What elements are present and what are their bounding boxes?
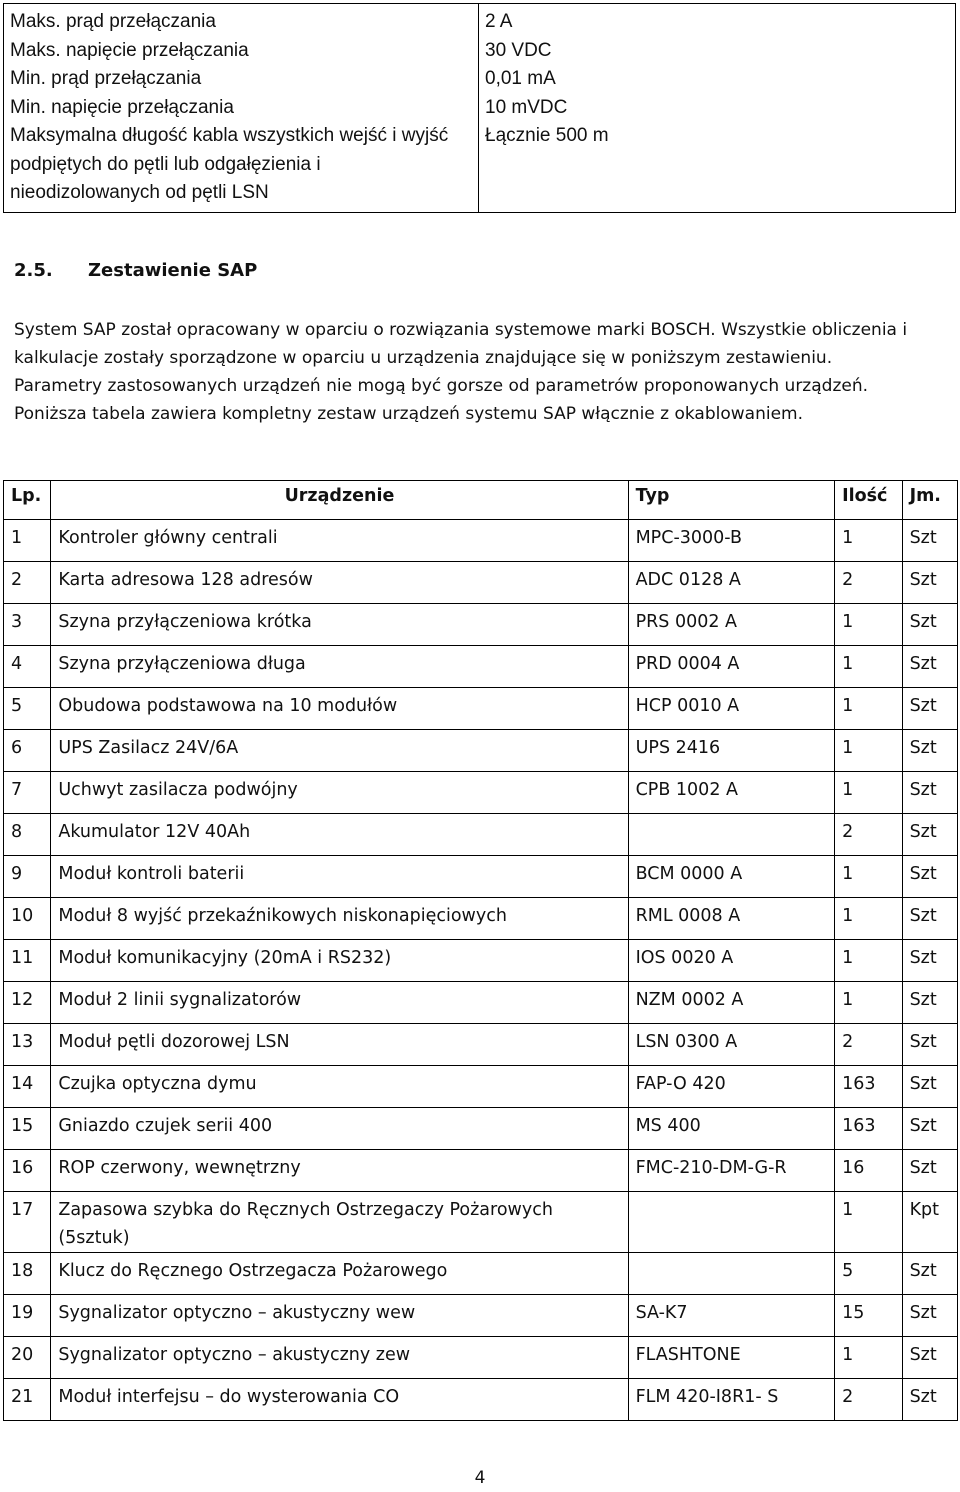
table-body	[4, 520, 958, 1421]
intro-paragraph: Poniższa tabela zawiera kompletny zestaw urządzeń systemu SAP włącznie z okablowaniem.	[14, 404, 804, 424]
table-row	[4, 646, 958, 688]
cell-lp: 13	[4, 1024, 51, 1066]
cell-lp: 2	[4, 562, 51, 604]
cell-unit: Szt	[902, 1337, 957, 1379]
cell-unit: Szt	[902, 1066, 957, 1108]
cell-unit: Szt	[902, 898, 957, 940]
table-row	[4, 730, 958, 772]
table-row	[4, 1253, 958, 1295]
spec-value: 30 VDC	[485, 39, 552, 61]
cell-lp: 16	[4, 1150, 51, 1192]
table-row	[4, 604, 958, 646]
cell-device: Obudowa podstawowa na 10 modułów	[51, 688, 628, 730]
cell-lp: 15	[4, 1108, 51, 1150]
cell-qty: 163	[835, 1108, 902, 1150]
cell-device: Szyna przyłączeniowa długa	[51, 646, 628, 688]
cell-type: MPC-3000-B	[628, 520, 835, 562]
cell-type: SA-K7	[628, 1295, 835, 1337]
cell-device: Sygnalizator optyczno – akustyczny zew	[51, 1337, 628, 1379]
cell-device: Karta adresowa 128 adresów	[51, 562, 628, 604]
spec-value: 0,01 mA	[485, 68, 556, 89]
spec-value: 2 A	[485, 11, 513, 32]
table-row	[4, 1295, 958, 1337]
spec-label: Maksymalna długość kabla wszystkich wejść i wyjść podpiętych do pętli lub odgałęzienia i nieodizolowanych od pętli LSN	[10, 125, 449, 203]
cell-qty: 2	[835, 814, 902, 856]
cell-device: Gniazdo czujek serii 400	[51, 1108, 628, 1150]
spec-label: Min. prąd przełączania	[10, 68, 202, 89]
cell-unit: Szt	[902, 1150, 957, 1192]
cell-unit: Szt	[902, 1253, 957, 1295]
table-row	[4, 1379, 958, 1421]
cell-qty: 163	[835, 1066, 902, 1108]
cell-type	[628, 1253, 835, 1295]
cell-type: CPB 1002 A	[628, 772, 835, 814]
cell-type	[628, 814, 835, 856]
cell-lp: 18	[4, 1253, 51, 1295]
cell-type: PRS 0002 A	[628, 604, 835, 646]
cell-lp: 6	[4, 730, 51, 772]
cell-device: Kontroler główny centrali	[51, 520, 628, 562]
cell-unit: Szt	[902, 688, 957, 730]
spec-label: Min. napięcie przełączania	[10, 96, 234, 118]
cell-type: LSN 0300 A	[628, 1024, 835, 1066]
cell-lp: 3	[4, 604, 51, 646]
cell-qty: 1	[835, 1337, 902, 1379]
spec-label: Maks. napięcie przełączania	[10, 39, 249, 61]
intro-paragraph: System SAP został opracowany w oparciu o rozwiązania systemowe marki BOSCH. Wszystkie obliczenia i kalkulacje zostały sporządzone w oparciu u urządzenia znajdujące się w poniższym zestawieniu. Parametry zastosowanych urządzeń nie mogą być gorsze od parametrów proponowanych urządzeń.	[14, 320, 908, 396]
spec-value: 10 mVDC	[485, 96, 568, 118]
cell-qty: 2	[835, 1024, 902, 1066]
cell-unit: Szt	[902, 814, 957, 856]
cell-type: PRD 0004 A	[628, 646, 835, 688]
table-row	[4, 688, 958, 730]
cell-qty: 1	[835, 730, 902, 772]
cell-qty: 2	[835, 562, 902, 604]
cell-qty: 1	[835, 688, 902, 730]
cell-unit: Szt	[902, 520, 957, 562]
cell-device: Moduł pętli dozorowej LSN	[51, 1024, 628, 1066]
cell-qty: 1	[835, 856, 902, 898]
cell-type: FLASHTONE	[628, 1337, 835, 1379]
header-qty: Ilość	[835, 481, 902, 520]
cell-qty: 1	[835, 520, 902, 562]
cell-unit: Szt	[902, 856, 957, 898]
section-title: Zestawienie SAP	[88, 260, 258, 281]
header-device: Urządzenie	[51, 481, 628, 520]
cell-device: Zapasowa szybka do Ręcznych Ostrzegaczy Pożarowych (5sztuk)	[51, 1192, 628, 1253]
table-row	[4, 856, 958, 898]
cell-lp: 12	[4, 982, 51, 1024]
cell-unit: Szt	[902, 1108, 957, 1150]
cell-lp: 19	[4, 1295, 51, 1337]
spec-row	[4, 4, 956, 213]
cell-unit: Szt	[902, 772, 957, 814]
section-intro	[14, 316, 914, 428]
cell-lp: 20	[4, 1337, 51, 1379]
spec-table	[3, 3, 956, 213]
spec-value: Łącznie 500 m	[485, 125, 609, 146]
cell-lp: 1	[4, 520, 51, 562]
cell-lp: 11	[4, 940, 51, 982]
cell-qty: 15	[835, 1295, 902, 1337]
cell-type: UPS 2416	[628, 730, 835, 772]
cell-qty: 1	[835, 940, 902, 982]
cell-lp: 4	[4, 646, 51, 688]
cell-qty: 1	[835, 982, 902, 1024]
cell-qty: 2	[835, 1379, 902, 1421]
cell-type: IOS 0020 A	[628, 940, 835, 982]
cell-lp: 14	[4, 1066, 51, 1108]
table-row	[4, 940, 958, 982]
cell-unit: Kpt	[902, 1192, 957, 1253]
cell-lp: 7	[4, 772, 51, 814]
cell-device: Moduł komunikacyjny (20mA i RS232)	[51, 940, 628, 982]
page-number: 4	[474, 1468, 486, 1488]
header-type: Typ	[628, 481, 835, 520]
cell-unit: Szt	[902, 1379, 957, 1421]
cell-device: Uchwyt zasilacza podwójny	[51, 772, 628, 814]
section-heading	[14, 260, 257, 281]
cell-unit: Szt	[902, 1024, 957, 1066]
cell-type: ADC 0128 A	[628, 562, 835, 604]
cell-lp: 5	[4, 688, 51, 730]
table-row	[4, 1108, 958, 1150]
cell-qty: 1	[835, 772, 902, 814]
cell-unit: Szt	[902, 646, 957, 688]
table-row	[4, 1337, 958, 1379]
header-lp: Lp.	[4, 481, 51, 520]
cell-qty: 1	[835, 604, 902, 646]
header-unit: Jm.	[902, 481, 957, 520]
cell-unit: Szt	[902, 982, 957, 1024]
cell-device: Klucz do Ręcznego Ostrzegacza Pożarowego	[51, 1253, 628, 1295]
cell-qty: 1	[835, 646, 902, 688]
table-row	[4, 1024, 958, 1066]
table-row	[4, 1192, 958, 1253]
table-row	[4, 982, 958, 1024]
table-row	[4, 898, 958, 940]
table-row	[4, 814, 958, 856]
cell-device: Czujka optyczna dymu	[51, 1066, 628, 1108]
cell-type: MS 400	[628, 1108, 835, 1150]
table-row	[4, 1150, 958, 1192]
equipment-table	[3, 480, 958, 1421]
cell-lp: 21	[4, 1379, 51, 1421]
cell-device: UPS Zasilacz 24V/6A	[51, 730, 628, 772]
cell-device: Akumulator 12V 40Ah	[51, 814, 628, 856]
cell-device: Moduł interfejsu – do wysterowania CO	[51, 1379, 628, 1421]
cell-qty: 1	[835, 898, 902, 940]
cell-device: Moduł 8 wyjść przekaźnikowych niskonapięciowych	[51, 898, 628, 940]
cell-lp: 9	[4, 856, 51, 898]
section-number: 2.5.	[14, 260, 53, 281]
table-row	[4, 772, 958, 814]
cell-type: NZM 0002 A	[628, 982, 835, 1024]
cell-unit: Szt	[902, 562, 957, 604]
cell-qty: 1	[835, 1192, 902, 1253]
table-row	[4, 1066, 958, 1108]
cell-type: FMC-210-DM-G-R	[628, 1150, 835, 1192]
cell-device: Moduł kontroli baterii	[51, 856, 628, 898]
cell-qty: 16	[835, 1150, 902, 1192]
cell-lp: 17	[4, 1192, 51, 1253]
cell-type: FLM 420-I8R1- S	[628, 1379, 835, 1421]
cell-type: HCP 0010 A	[628, 688, 835, 730]
table-row	[4, 562, 958, 604]
cell-type: FAP-O 420	[628, 1066, 835, 1108]
table-header-row	[4, 481, 958, 520]
cell-device: Sygnalizator optyczno – akustyczny wew	[51, 1295, 628, 1337]
cell-unit: Szt	[902, 940, 957, 982]
cell-type	[628, 1192, 835, 1253]
cell-unit: Szt	[902, 1295, 957, 1337]
cell-device: Szyna przyłączeniowa krótka	[51, 604, 628, 646]
cell-lp: 8	[4, 814, 51, 856]
cell-type: RML 0008 A	[628, 898, 835, 940]
table-row	[4, 520, 958, 562]
cell-qty: 5	[835, 1253, 902, 1295]
cell-lp: 10	[4, 898, 51, 940]
cell-type: BCM 0000 A	[628, 856, 835, 898]
cell-device: ROP czerwony, wewnętrzny	[51, 1150, 628, 1192]
cell-device: Moduł 2 linii sygnalizatorów	[51, 982, 628, 1024]
spec-label: Maks. prąd przełączania	[10, 11, 216, 32]
cell-unit: Szt	[902, 730, 957, 772]
cell-unit: Szt	[902, 604, 957, 646]
